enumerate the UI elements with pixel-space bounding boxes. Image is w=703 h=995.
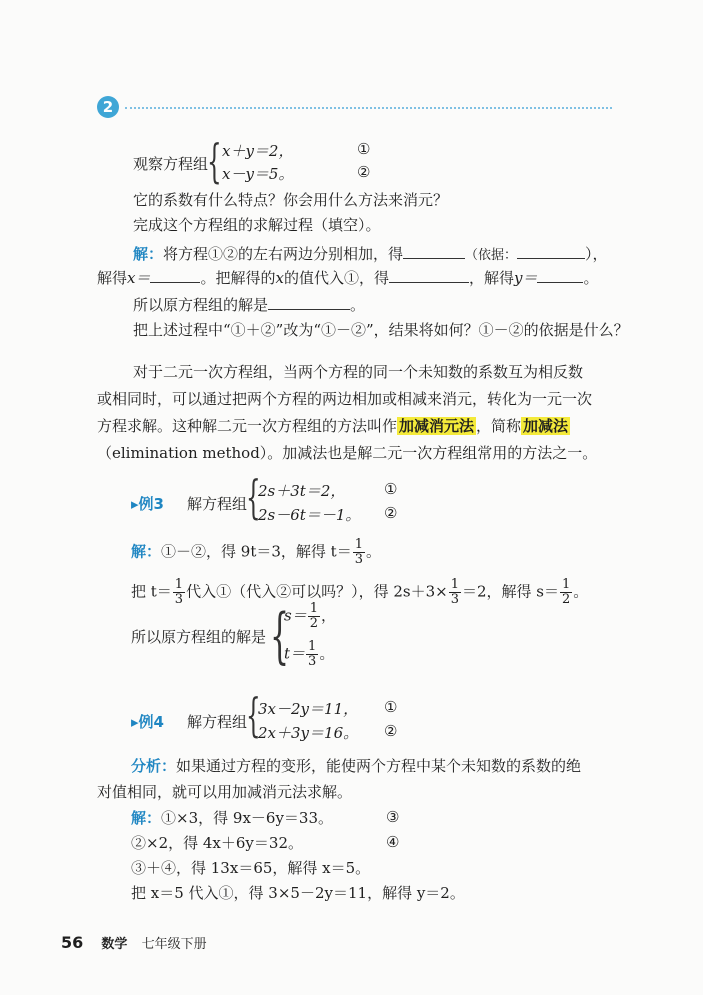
system-brace: { xyxy=(246,688,261,742)
blank-y[interactable] xyxy=(537,266,583,283)
ex4-eq1: 3x－2y＝11， xyxy=(258,700,359,718)
fraction-one-half xyxy=(560,578,572,607)
ex4-solve-2: ②×2，得 4x＋6y＝32。 xyxy=(131,834,303,852)
ex4-analysis-2: 对值相同，就可以用加减消元法求解。 xyxy=(97,783,353,801)
solve-label: 解： xyxy=(131,542,162,561)
ex4-eq2: 2x＋3y＝16。 xyxy=(258,724,359,742)
section-number: 2 xyxy=(102,98,114,116)
text: 把 t＝ xyxy=(131,582,172,601)
page-footer xyxy=(61,933,207,952)
page-number: 56 xyxy=(61,933,84,952)
mark-2: ② xyxy=(357,163,371,181)
solve-line-3 xyxy=(133,293,365,315)
ex4-solve-4: 把 x＝5 代入①，得 3×5－2y＝11，解得 y＝2。 xyxy=(131,884,465,902)
var-t: t＝ xyxy=(284,644,306,663)
example-3-task: 解方程组 xyxy=(187,495,248,513)
text: 。 xyxy=(350,296,366,314)
fraction-one-third xyxy=(353,538,365,567)
text: 所以原方程组的解是 xyxy=(133,296,269,314)
text: 。 xyxy=(319,644,335,663)
denominator: 2 xyxy=(309,616,318,631)
observe-label: 观察方程组 xyxy=(133,155,209,173)
blank-x[interactable] xyxy=(150,266,200,283)
text: 解得 xyxy=(97,269,128,287)
concept-line-3 xyxy=(97,416,570,436)
question-2: 完成这个方程组的求解过程（填空）。 xyxy=(133,216,381,234)
solve-text: 将方程①②的左右两边分别相加，得 xyxy=(163,245,404,263)
text: 代入①（代入②可以吗？），得 2s＋3× xyxy=(186,582,448,601)
solve-line-1 xyxy=(133,242,608,266)
text: ，解得 xyxy=(468,269,514,287)
text: 如果通过方程的变形，能使两个方程中某个未知数的系数的绝 xyxy=(176,757,582,775)
example-4-task: 解方程组 xyxy=(187,713,248,731)
text: ，简称 xyxy=(476,417,522,435)
solve-line-2 xyxy=(97,266,599,288)
mark-2: ② xyxy=(384,504,398,522)
ex4-solve-1 xyxy=(131,808,333,828)
denominator: 3 xyxy=(354,552,363,567)
analysis-label: 分析： xyxy=(131,757,177,775)
term-highlight-short: 加减法 xyxy=(523,417,569,435)
ex3-eq2: 2s－6t＝－1。 xyxy=(258,506,361,524)
text: ①－②，得 9t＝3，解得 t＝ xyxy=(161,542,352,561)
intro-eq2: x－y＝5。 xyxy=(222,165,294,183)
fraction-one-third xyxy=(173,578,185,607)
intro-eq1: x＋y＝2， xyxy=(222,142,294,160)
mark-1: ① xyxy=(384,480,398,498)
numerator: 1 xyxy=(308,639,317,654)
text: ＝2，解得 s＝ xyxy=(461,582,559,601)
denominator: 3 xyxy=(450,592,459,607)
ex3-sol-t xyxy=(284,640,334,669)
fraction-one-third xyxy=(449,578,461,607)
basis-label: （依据： xyxy=(465,248,518,263)
denominator: 2 xyxy=(562,592,571,607)
denominator: 3 xyxy=(174,592,184,607)
system-brace: { xyxy=(207,134,222,188)
solve-label: 解： xyxy=(133,245,164,263)
question-1: 它的系数有什么特点？你会用什么方法来消元？ xyxy=(133,191,449,209)
ex3-solve-2 xyxy=(131,578,588,607)
mark-1: ① xyxy=(357,140,371,158)
concept-line-2: 或相同时，可以通过把两个方程的两边相加或相减来消元，转化为一元一次 xyxy=(97,390,593,408)
mark-1: ① xyxy=(384,698,398,716)
numerator: 1 xyxy=(562,577,571,592)
system-brace: { xyxy=(270,601,290,671)
ex4-analysis-1 xyxy=(131,756,581,776)
blank-substitute[interactable] xyxy=(389,266,469,283)
var-s: s＝ xyxy=(284,606,307,625)
system-brace: { xyxy=(246,470,261,524)
concept-line-4: （elimination method）。加减法也是解二元一次方程组常用的方法之一。 xyxy=(97,444,598,462)
text: 方程求解。这种解二元一次方程组的方法叫作 xyxy=(97,417,398,435)
section-divider xyxy=(125,107,612,109)
blank-solution[interactable] xyxy=(268,293,350,310)
solve-text-end: ）， xyxy=(585,245,608,263)
term-highlight: 加减消元法 xyxy=(399,417,475,435)
text: 的值代入①，得 xyxy=(283,269,389,287)
mark-2: ② xyxy=(384,722,398,740)
blank-basis[interactable] xyxy=(517,242,585,259)
var-x: x xyxy=(275,269,284,287)
example-4-label: ▸例4 xyxy=(131,713,164,731)
numerator: 1 xyxy=(354,537,363,552)
concept-line-1: 对于二元一次方程组，当两个方程的同一个未知数的系数互为相反数 xyxy=(133,363,584,381)
subject: 数学 xyxy=(101,937,128,952)
text: 。 xyxy=(583,269,599,287)
text: ， xyxy=(320,606,336,625)
ex3-sol-s xyxy=(284,602,336,631)
text: 。把解得的 xyxy=(200,269,276,287)
var-y: y＝ xyxy=(514,269,538,287)
example-3-label: ▸例3 xyxy=(131,495,164,513)
section-badge xyxy=(97,96,119,118)
numerator: 1 xyxy=(174,577,184,592)
ex3-eq1: 2s＋3t＝2， xyxy=(258,482,346,500)
mark-3: ③ xyxy=(386,808,400,826)
book-name: 七年级下册 xyxy=(141,937,207,952)
mark-4: ④ xyxy=(386,833,400,851)
solve-label: 解： xyxy=(131,809,162,827)
ex4-solve-3: ③＋④，得 13x＝65，解得 x＝5。 xyxy=(131,859,371,877)
fraction-one-third xyxy=(306,640,318,669)
text: 。 xyxy=(573,582,589,601)
text: ①×3，得 9x－6y＝33。 xyxy=(161,809,334,827)
fraction-one-half xyxy=(308,602,320,631)
var-x: x＝ xyxy=(127,269,151,287)
denominator: 3 xyxy=(308,654,317,669)
numerator: 1 xyxy=(450,577,459,592)
blank-1[interactable] xyxy=(403,242,465,259)
ex3-solution-label: 所以原方程组的解是 xyxy=(131,628,267,646)
solve-line-4: 把上述过程中“①＋②”改为“①－②”，结果将如何？①－②的依据是什么？ xyxy=(133,321,629,339)
text: 。 xyxy=(365,542,381,561)
ex3-solve-1 xyxy=(131,538,381,567)
numerator: 1 xyxy=(309,601,318,616)
